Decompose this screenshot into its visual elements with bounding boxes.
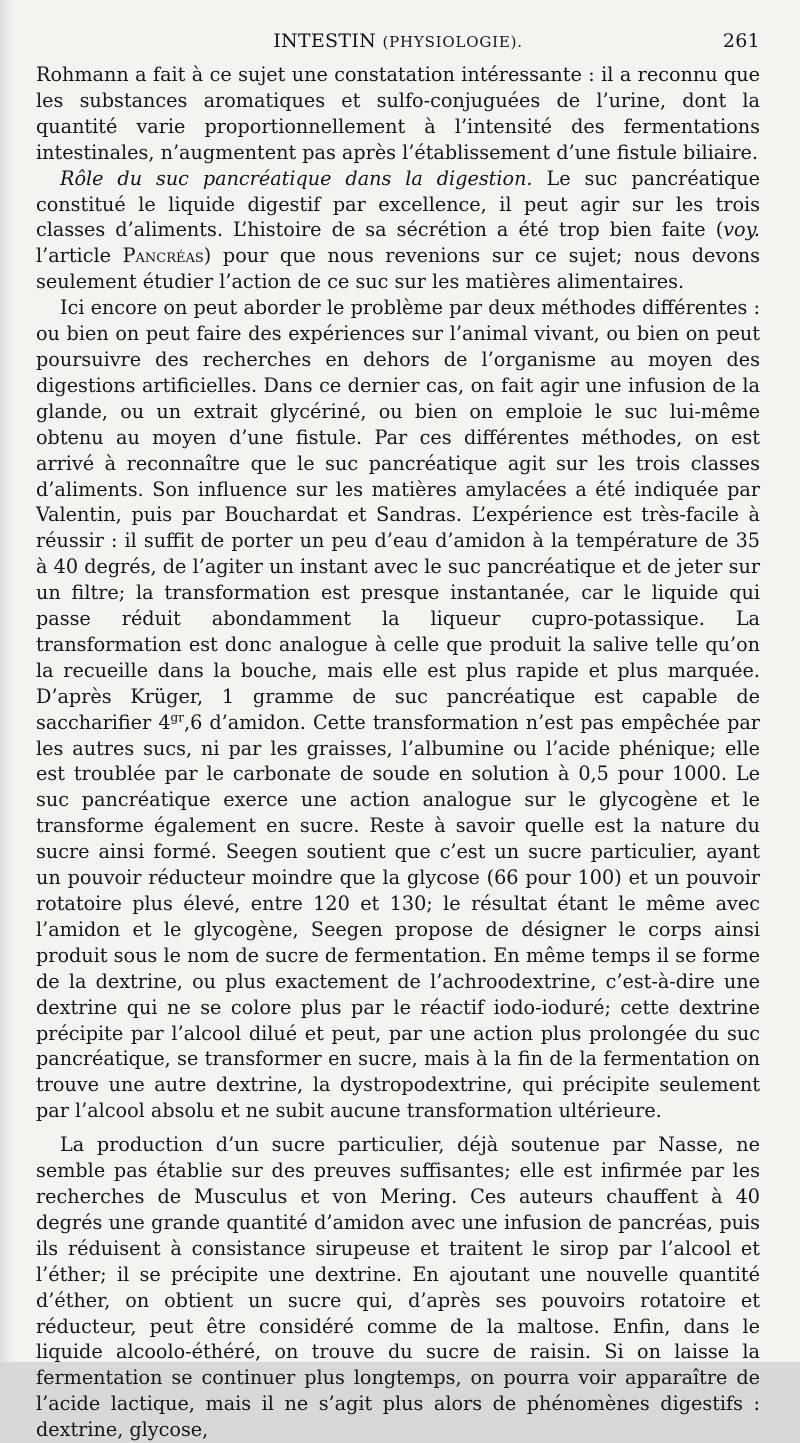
unit-grams-superscript: gr [170, 710, 184, 725]
paragraph-role-text-middle: l’article [36, 244, 123, 268]
paragraph-methodes-text-after: ,6 d’amidon. Cette transformation n’est pas empêchée par les autres sucs, ni par les graisses, l’albumine ou l’acide phénique; elle est troublée par le carbonate de soude en solution à 0,5 pour 1000. Le suc pancréatique exerce une action analogue sur le glycogène et le transforme également en sucre. Reste à savoir quelle est la nature du sucre ainsi formé. Seegen soutient que c’est un sucre particulier, ayant un pouvoir réducteur moindre que la glycose (66 pour 100) et un pouvoir rotatoire plus élevé, entre 120 et 130; le résultat étant le même avec l’amidon et le glycogène, Seegen propose de désigner le corps ainsi produit sous le nom de sucre de fermentation. En même temps il se forme de la dextrine, ou plus exactement de l’achroodextrine, c’est-à-dire une dextrine qui ne se colore plus par le réactif iodo-ioduré; cette dextrine précipite par l’alcool dilué et peut, par une action plus prolongée du suc pancréatique, se transformer en sucre, mais à la fin de la fermentation on trouve une autre dextrine, la dystropodextrine, qui précipite seulement par l’alcool absolu et ne subit aucune transformation ultérieure. [36, 710, 760, 1123]
paragraph-role-suc-pancreatique [36, 166, 760, 296]
reference-voy: voy. [723, 218, 760, 242]
running-header [36, 26, 760, 56]
header-title [36, 26, 760, 57]
header-title-paren: (PHYSIOLOGIE). [382, 33, 523, 51]
page-content [36, 62, 760, 1442]
paragraph-role-text-before: Le suc pancréatique constitué le liquide digestif par excellence, il peut agir sur les trois classes d’aliments. L’histoire de sa sécrétion a été trop bien faite ( [36, 166, 760, 242]
header-title-main: INTESTIN [273, 30, 377, 52]
paragraph-rohmann: Rohmann a fait à ce sujet une constatation intéressante : il a reconnu que les substances aromatiques et sulfo-conjuguées de l’urine, dont la quantité varie proportionnellement à l’intensité des fermentations intestinales, n’augmentent pas après l’établissement d’une fistule biliaire. [36, 63, 760, 164]
paragraph-production-sucre: La production d’un sucre particulier, déjà soutenue par Nasse, ne semble pas établie sur des preuves suffisantes; elle est infirmée par les recherches de Musculus et von Mering. Ces auteurs chauffent à 40 degrés une grande quantité d’amidon avec une infusion de pancréas, puis ils réduisent à consistance sirupeuse et traitent le sirop par l’alcool et l’éther; il se précipite une dextrine. En ajoutant une nouvelle quantité d’éther, on obtient un sucre qui, d’après ses pouvoirs rotatoire et réducteur, peut être considéré comme de la maltose. Enfin, dans le liquide alcoolo-éthéré, on trouve du sucre de raisin. Si on laisse la fermentation se continuer plus longtemps, on pourra voir apparaître de l’acide lactique, mais il ne s’agit plus alors de phénomènes digestifs : dextrine, glycose, [36, 1133, 760, 1442]
paragraph-methodes-experimentales [36, 295, 760, 1124]
paragraph-methodes-text-before: Ici encore on peut aborder le problème par deux méthodes différentes : ou bien on peut faire des expériences sur l’animal vivant, ou bien on peut poursuivre des recherches en dehors de l’organisme au moyen des digestions artificielles. Dans ce dernier cas, on fait agir une infusion de la glande, ou un extrait glycériné, ou bien on emploie le suc lui-même obtenu au moyen d’une fistule. Par ces différentes méthodes, on est arrivé à reconnaître que le suc pancréatique agit sur les trois classes d’aliments. Son influence sur les matières amylacées a été indiquée par Valentin, puis par Bouchardat et Sandras. L’expérience est très-facile à réussir : il suffit de porter un peu d’eau d’amidon à la température de 35 à 40 degrés, de l’agiter un instant avec le suc pancréatique et de jeter sur un filtre; la transformation est presque instantanée, car le liquide qui passe réduit abondamment la liqueur cupro-potassique. La transformation est donc analogue à celle que produit la salive telle qu’on la recueille dans la bouche, mais elle est plus rapide et plus marquée. D’après Krüger, 1 gramme de suc pancréatique est capable de saccharifier 4 [36, 296, 760, 734]
reference-pancreas-article: Pancréas [122, 244, 204, 268]
page-number: 261 [722, 30, 760, 52]
section-heading-role-suc-pancreatique: Rôle du suc pancréatique dans la digestion. [60, 166, 533, 190]
paragraph-role-text-after: ) pour que nous revenions sur ce sujet; nous devons seulement étudier l’action de ce suc sur les matières alimentaires. [36, 244, 760, 294]
